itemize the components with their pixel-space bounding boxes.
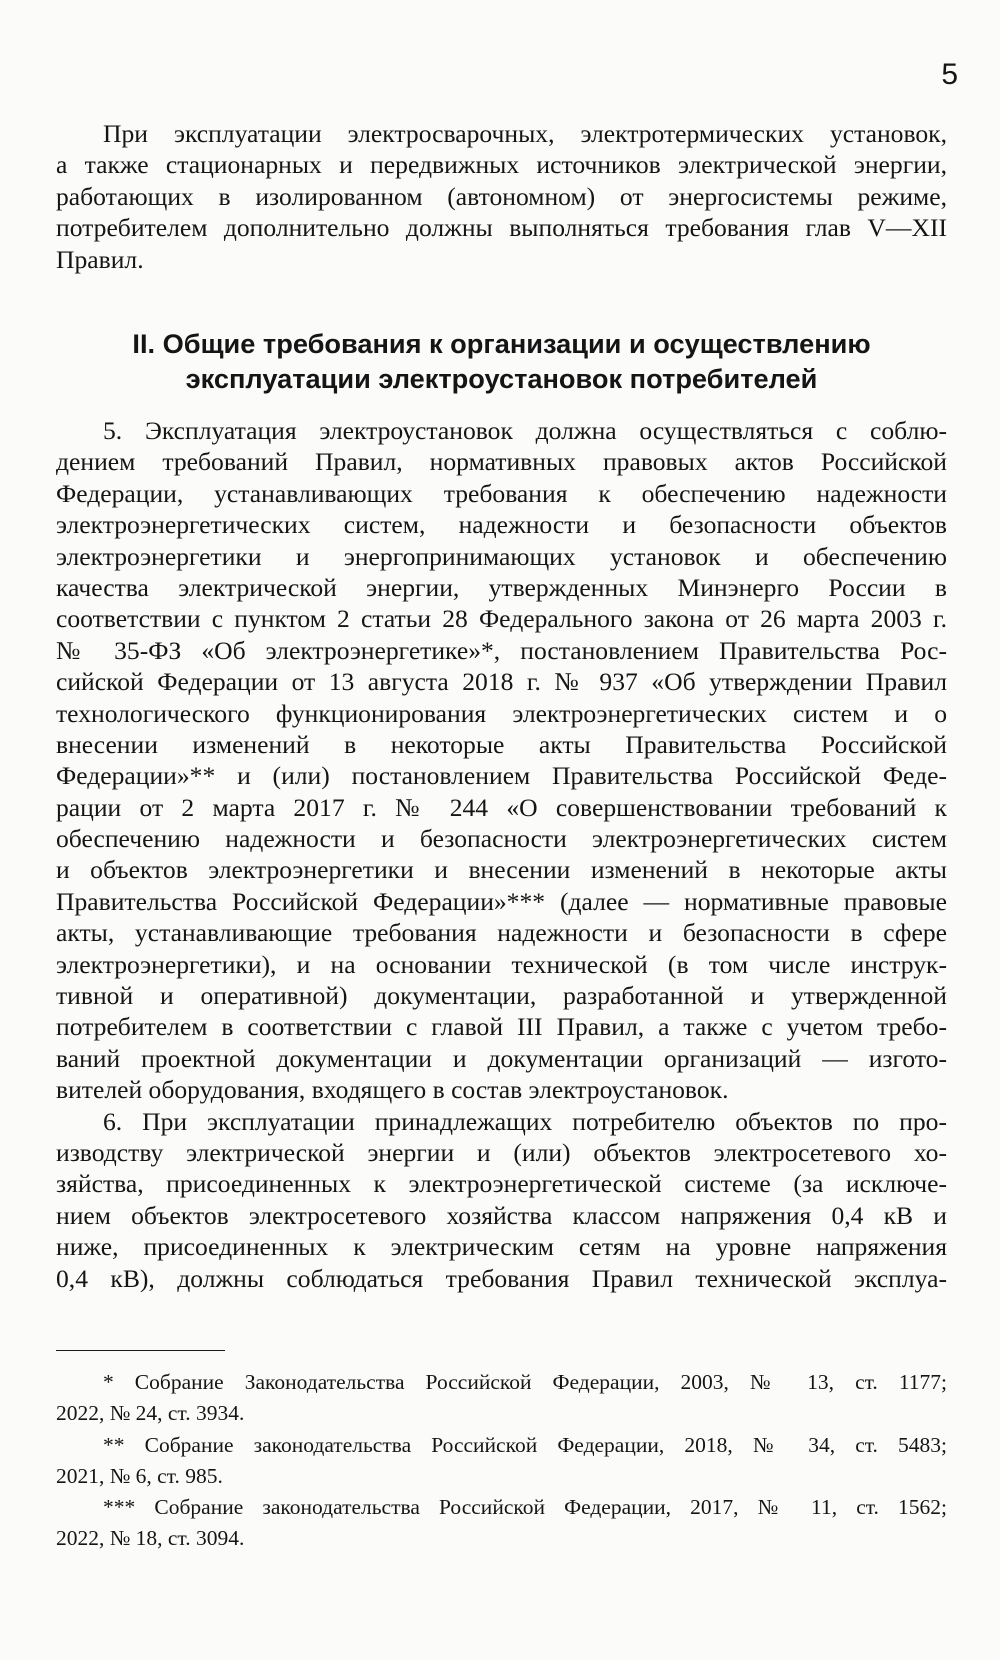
- paragraph-line: нием объектов электросетевого хозяйства классом напряжения 0,4 кВ и: [56, 1200, 947, 1230]
- paragraph-line: внесении изменений в некоторые акты Правительства Российской: [56, 729, 947, 759]
- paragraph-line: 5. Эксплуатация электроустановок должна осуществляться с соблю-: [103, 416, 947, 445]
- paragraph-line: Правительства Российской Федерации»*** (далее — нормативные правовые: [56, 886, 947, 916]
- paragraph-line: дением требований Правил, нормативных правовых актов Российской: [56, 447, 947, 477]
- paragraph-line: вителей оборудования, входящего в состав электроустановок.: [56, 1075, 729, 1105]
- paragraph-line: электроэнергетики и энергопринимающих установок и обеспечению: [56, 541, 947, 571]
- paragraph-line: акты, устанавливающие требования надежности и безопасности в сфере: [56, 918, 947, 948]
- paragraph-line: электроэнергетических систем, надежности и безопасности объектов: [56, 510, 947, 540]
- footnote-line: 2022, № 18, ст. 3094.: [56, 1526, 245, 1551]
- section-heading-line: II. Общие требования к организации и осуществлению: [132, 328, 871, 359]
- page-number: 5: [941, 58, 958, 91]
- paragraph-line: качества электрической энергии, утвержденных Минэнерго России в: [56, 572, 947, 602]
- section-body: [56, 415, 947, 1294]
- paragraph-5: [56, 415, 947, 1106]
- paragraph-line: зяйства, присоединенных к электроэнергетической системе (за исключе-: [56, 1169, 947, 1199]
- paragraph-line: обеспечению надежности и безопасности электроэнергетических систем: [56, 824, 947, 854]
- paragraph-line: рации от 2 марта 2017 г. № 244 «О совершенствовании требований к: [56, 792, 947, 822]
- footnote-line: 2022, № 24, ст. 3934.: [56, 1401, 245, 1426]
- paragraph-line: Правил.: [56, 244, 144, 274]
- paragraph-line: ниже, присоединенных к электрическим сетям на уровне напряжения: [56, 1232, 947, 1262]
- paragraph-line: изводству электрической энергии и (или) объектов электросетевого хо-: [56, 1137, 947, 1167]
- paragraph-line: электроэнергетики), и на основании технической (в том числе инструк-: [56, 949, 947, 979]
- section-heading: [56, 326, 947, 396]
- paragraph-line: 6. При эксплуатации принадлежащих потребителю объектов по про-: [103, 1106, 947, 1136]
- paragraph-line: № 35-ФЗ «Об электроэнергетике»*, постановлением Правительства Рос-: [56, 635, 947, 665]
- paragraph-line: При эксплуатации электросварочных, электротермических установок,: [103, 119, 947, 148]
- paragraph-line: 0,4 кВ), должны соблюдаться требования Правил технической эксплуа-: [56, 1263, 947, 1293]
- footnote-line: ** Собрание законодательства Российской Федерации, 2018, № 34, ст. 5483;: [103, 1432, 947, 1457]
- paragraph-line: и объектов электроэнергетики и внесении изменений в некоторые акты: [56, 855, 947, 885]
- paragraph-line: потребителем в соответствии с главой III Правил, а также с учетом требо-: [56, 1012, 947, 1042]
- paragraph-line: потребителем дополнительно должны выполняться требования глав V—XII: [56, 213, 947, 243]
- footnote-line: 2021, № 6, ст. 985.: [56, 1463, 223, 1488]
- paragraph-line: ваний проектной документации и документации организаций — изгото-: [56, 1043, 947, 1073]
- paragraph-line: соответствии с пунктом 2 статьи 28 Федерального закона от 26 марта 2003 г.: [56, 604, 947, 634]
- footnote-line: *** Собрание законодательства Российской Федерации, 2017, № 11, ст. 1562;: [103, 1495, 947, 1520]
- paragraph-6: [56, 1106, 947, 1294]
- section-heading-line: эксплуатации электроустановок потребителей: [185, 363, 818, 394]
- intro-paragraph: [56, 118, 947, 275]
- footnote: [56, 1367, 947, 1430]
- paragraph-line: а также стационарных и передвижных источников электрической энергии,: [56, 150, 947, 180]
- paragraph-line: сийской Федерации от 13 августа 2018 г. № 937 «Об утверждении Правил: [56, 667, 947, 697]
- footnote-line: * Собрание Законодательства Российской Федерации, 2003, № 13, ст. 1177;: [103, 1370, 947, 1394]
- paragraph-line: тивной и оперативной) документации, разработанной и утвержденной: [56, 981, 947, 1011]
- footnote-divider: [56, 1350, 225, 1351]
- paragraph-line: Федерации, устанавливающих требования к обеспечению надежности: [56, 478, 947, 508]
- footnote: [56, 1430, 947, 1493]
- paragraph-line: Федерации»** и (или) постановлением Правительства Российской Феде-: [56, 761, 947, 791]
- paragraph-line: технологического функционирования электроэнергетических систем и о: [56, 698, 947, 728]
- footnotes: [56, 1367, 947, 1555]
- paragraph-line: работающих в изолированном (автономном) от энергосистемы режиме,: [56, 181, 947, 211]
- footnote: [56, 1492, 947, 1555]
